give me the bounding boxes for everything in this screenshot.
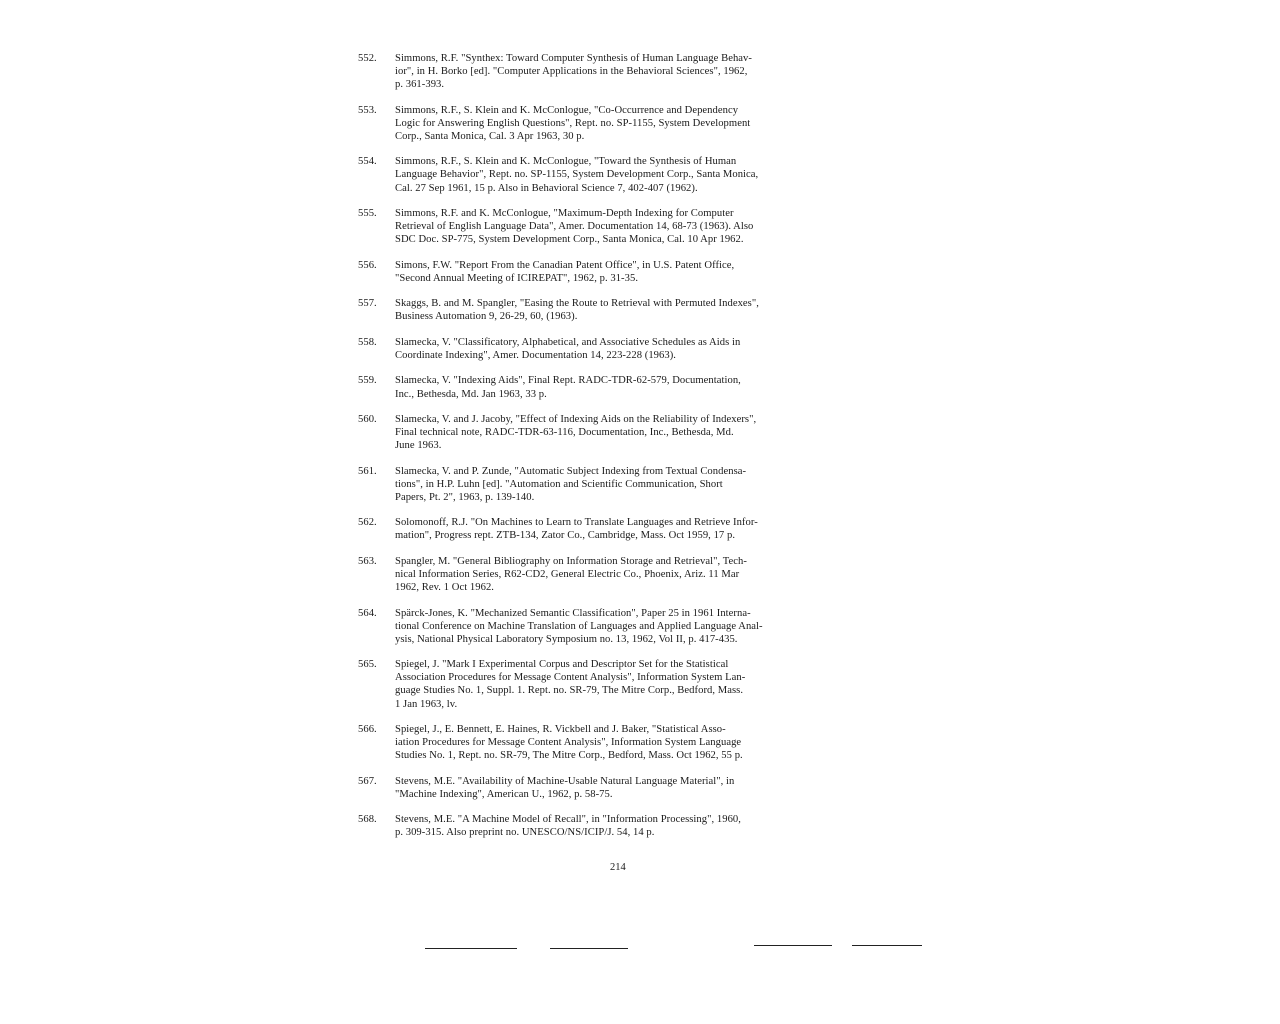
reference-line: iation Procedures for Message Content Analysis", Information System Language xyxy=(395,737,742,749)
reference-number: 555. xyxy=(358,208,377,220)
reference-line: p. 309-315. Also preprint no. UNESCO/NS/ICIP/J. 54, 14 p. xyxy=(395,827,655,839)
bottom-rule xyxy=(425,948,517,949)
reference-line: 1962, Rev. 1 Oct 1962. xyxy=(395,582,494,594)
reference-number: 565. xyxy=(358,659,377,671)
reference-entry xyxy=(358,52,888,91)
reference-line: tional Conference on Machine Translation of Languages and Applied Language Anal- xyxy=(395,620,763,632)
reference-line: Inc., Bethesda, Md. Jan 1963, 33 p. xyxy=(395,388,547,400)
reference-line: Corp., Santa Monica, Cal. 3 Apr 1963, 30 p. xyxy=(395,130,585,142)
reference-line: Simons, F.W. "Report From the Canadian Patent Office", in U.S. Patent Office, xyxy=(395,259,735,271)
reference-line: Business Automation 9, 26-29, 60, (1963). xyxy=(395,311,578,323)
reference-entry xyxy=(358,104,888,143)
reference-entry xyxy=(358,516,888,542)
reference-line: Retrieval of English Language Data", Amer. Documentation 14, 68-73 (1963). Also xyxy=(395,221,754,233)
reference-number: 557. xyxy=(358,298,377,310)
reference-line: Spiegel, J., E. Bennett, E. Haines, R. Vickbell and J. Baker, "Statistical Asso- xyxy=(395,724,726,736)
reference-line: Slamecka, V. and J. Jacoby, "Effect of Indexing Aids on the Reliability of Indexers", xyxy=(395,414,757,425)
reference-number: 564. xyxy=(358,607,377,619)
reference-line: p. 361-393. xyxy=(395,79,445,91)
reference-line: Simmons, R.F., S. Klein and K. McConlogue, "Toward the Synthesis of Human xyxy=(395,156,737,168)
reference-number: 554. xyxy=(358,156,377,168)
reference-number: 562. xyxy=(358,517,377,529)
reference-entry xyxy=(358,723,888,762)
reference-list xyxy=(358,52,888,852)
reference-line: Language Behavior", Rept. no. SP-1155, System Development Corp., Santa Monica, xyxy=(395,169,759,181)
reference-line: Cal. 27 Sep 1961, 15 p. Also in Behavioral Science 7, 402-407 (1962). xyxy=(395,182,698,194)
reference-entry xyxy=(358,813,888,839)
bottom-rule xyxy=(852,945,922,946)
reference-line: ysis, National Physical Laboratory Symposium no. 13, 1962, Vol II, p. 417-435. xyxy=(395,633,738,645)
reference-number: 556. xyxy=(358,259,377,271)
reference-entry xyxy=(358,607,888,646)
reference-number: 566. xyxy=(358,724,377,736)
reference-line: Slamecka, V. and P. Zunde, "Automatic Subject Indexing from Textual Condensa- xyxy=(395,465,747,477)
reference-line: "Machine Indexing", American U., 1962, p. 58-75. xyxy=(395,788,613,800)
reference-entry xyxy=(358,374,888,400)
reference-line: Stevens, M.E. "A Machine Model of Recall", in "Information Processing", 1960, xyxy=(395,814,741,826)
reference-line: Final technical note, RADC-TDR-63-116, Documentation, Inc., Bethesda, Md. xyxy=(395,427,734,439)
reference-entry xyxy=(358,336,888,362)
reference-entry xyxy=(358,297,888,323)
reference-entry xyxy=(358,775,888,801)
reference-entry xyxy=(358,465,888,504)
reference-line: Spiegel, J. "Mark I Experimental Corpus and Descriptor Set for the Statistical xyxy=(395,659,729,671)
reference-number: 563. xyxy=(358,555,377,567)
reference-number: 559. xyxy=(358,375,377,387)
reference-line: nical Information Series, R62-CD2, General Electric Co., Phoenix, Ariz. 11 Mar xyxy=(395,569,740,581)
reference-number: 568. xyxy=(358,814,377,826)
reference-line: Studies No. 1, Rept. no. SR-79, The Mitre Corp., Bedford, Mass. Oct 1962, 55 p. xyxy=(395,750,743,762)
reference-number: 558. xyxy=(358,336,377,348)
reference-entry xyxy=(358,658,888,710)
reference-line: Spangler, M. "General Bibliography on Information Storage and Retrieval", Tech- xyxy=(395,555,747,567)
page-number: 214 xyxy=(610,862,626,873)
reference-entry xyxy=(358,259,888,285)
reference-line: tions", in H.P. Luhn [ed]. "Automation and Scientific Communication, Short xyxy=(395,478,723,490)
reference-line: June 1963. xyxy=(395,440,442,452)
reference-line: Stevens, M.E. "Availability of Machine-Usable Natural Language Material", in xyxy=(395,775,735,787)
reference-line: guage Studies No. 1, Suppl. 1. Rept. no. SR-79, The Mitre Corp., Bedford, Mass. xyxy=(395,685,744,697)
reference-line: "Second Annual Meeting of ICIREPAT", 1962, p. 31-35. xyxy=(395,272,639,284)
reference-entry xyxy=(358,207,888,246)
reference-entry xyxy=(358,413,888,452)
reference-line: Simmons, R.F. "Synthex: Toward Computer Synthesis of Human Language Behav- xyxy=(395,53,752,64)
reference-number: 560. xyxy=(358,414,377,425)
reference-number: 553. xyxy=(358,104,377,116)
bottom-rule xyxy=(550,948,628,949)
reference-entry xyxy=(358,155,888,194)
reference-number: 561. xyxy=(358,465,377,477)
reference-line: Solomonoff, R.J. "On Machines to Learn to Translate Languages and Retrieve Infor- xyxy=(395,517,758,529)
reference-line: Skaggs, B. and M. Spangler, "Easing the Route to Retrieval with Permuted Indexes", xyxy=(395,298,759,310)
reference-line: Spärck-Jones, K. "Mechanized Semantic Classification", Paper 25 in 1961 Interna- xyxy=(395,607,751,619)
reference-line: mation", Progress rept. ZTB-134, Zator Co., Cambridge, Mass. Oct 1959, 17 p. xyxy=(395,530,736,542)
reference-line: Simmons, R.F. and K. McConlogue, "Maximum-Depth Indexing for Computer xyxy=(395,208,734,220)
reference-line: Papers, Pt. 2", 1963, p. 139-140. xyxy=(395,491,535,503)
reference-line: SDC Doc. SP-775, System Development Corp., Santa Monica, Cal. 10 Apr 1962. xyxy=(395,234,744,246)
bottom-rule xyxy=(754,945,832,946)
reference-line: Logic for Answering English Questions", Rept. no. SP-1155, System Development xyxy=(395,117,751,129)
reference-number: 567. xyxy=(358,775,377,787)
reference-number: 552. xyxy=(358,53,377,64)
reference-entry xyxy=(358,555,888,594)
reference-line: Coordinate Indexing", Amer. Documentation 14, 223-228 (1963). xyxy=(395,349,676,361)
reference-line: Simmons, R.F., S. Klein and K. McConlogue, "Co-Occurrence and Dependency xyxy=(395,104,739,116)
reference-line: Slamecka, V. "Indexing Aids", Final Rept. RADC-TDR-62-579, Documentation, xyxy=(395,375,741,387)
reference-line: ior", in H. Borko [ed]. "Computer Applications in the Behavioral Sciences", 1962, xyxy=(395,66,748,78)
reference-line: Association Procedures for Message Content Analysis", Information System Lan- xyxy=(395,672,746,684)
reference-line: Slamecka, V. "Classificatory, Alphabetical, and Associative Schedules as Aids in xyxy=(395,336,741,348)
reference-line: 1 Jan 1963, lv. xyxy=(395,698,458,710)
